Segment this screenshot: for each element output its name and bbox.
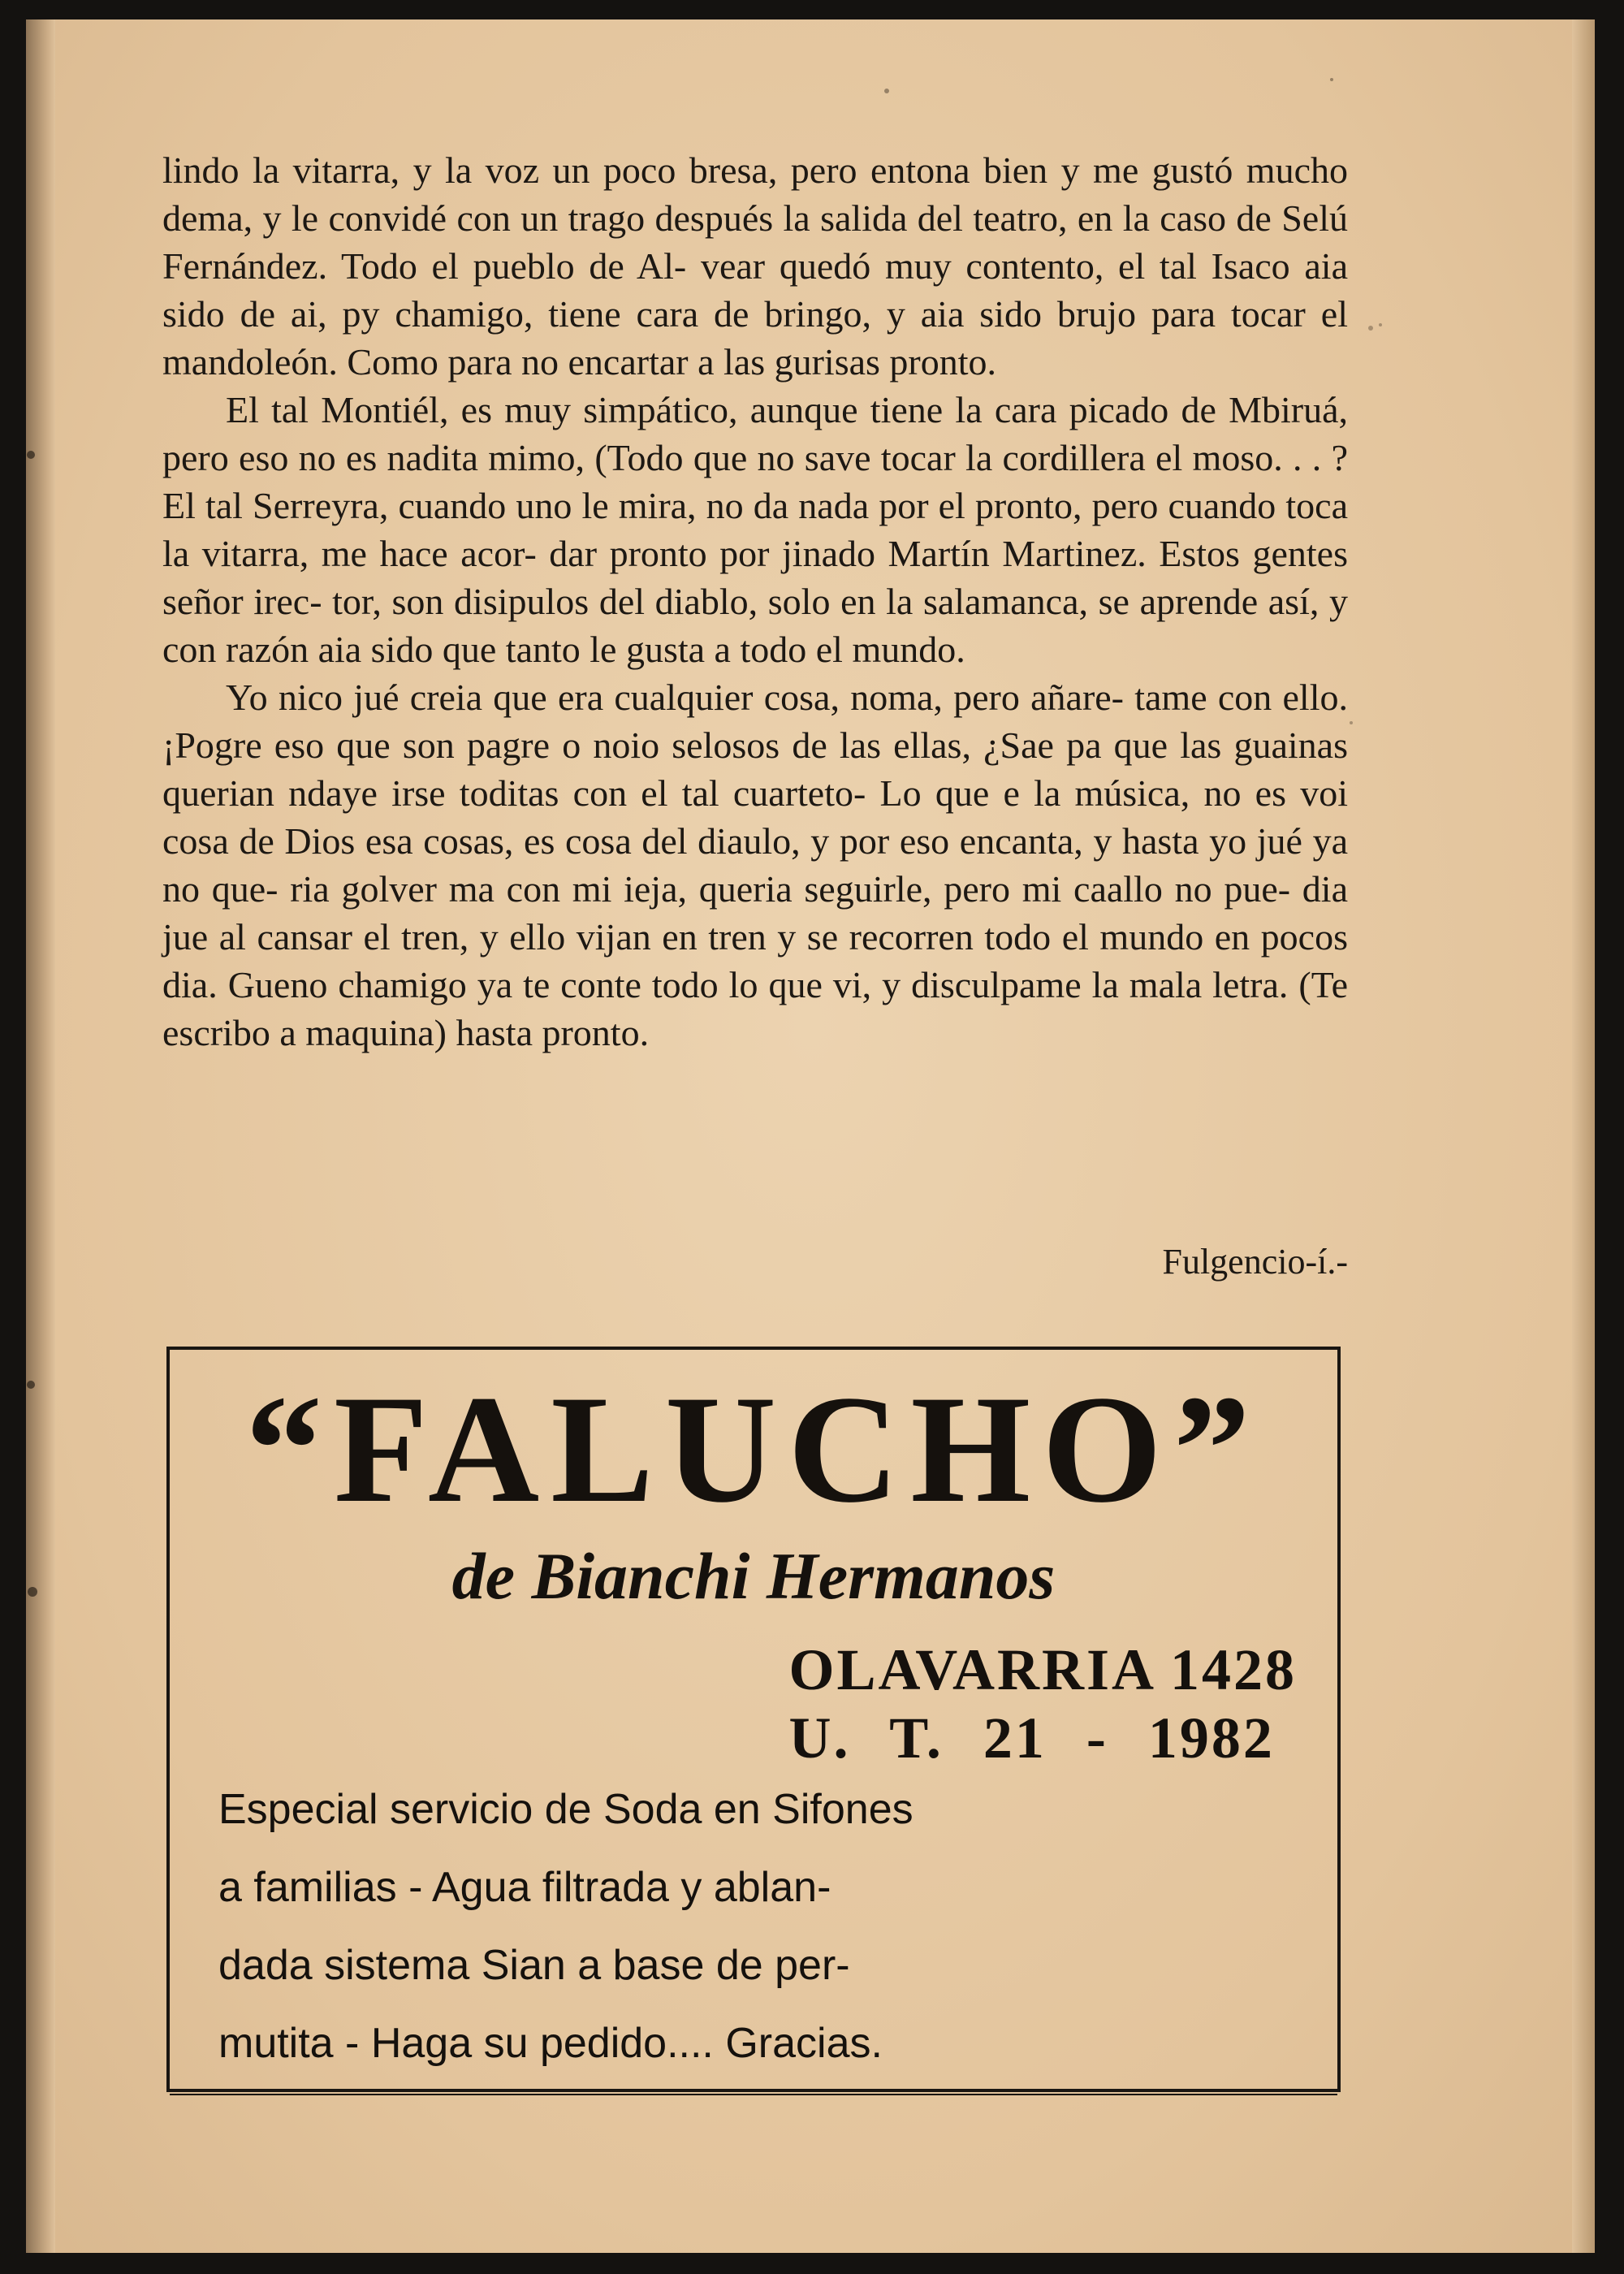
ad-brand-title: “FALUCHO” [245,1364,1262,1535]
ad-service-line-2: a familias - Agua filtrada y ablan- [218,1864,831,1911]
page-binding [26,19,55,2253]
letter-signature: Fulgencio-í.- [1162,1242,1348,1282]
ad-service-line-3: dada sistema Sian a base de per- [218,1942,850,1989]
letter-paragraph-1: lindo la vitarra, y la voz un poco bresa, pero entona bien y me gustó mucho dema, y le convidé con un trago después la salida del teatro, en la caso de Selú Fernández. Todo el pueblo de Al- vear quedó muy contento, el tal Isaco aia sido de ai, py chamigo, tiene cara de bringo, y aia sido brujo para tocar el mandoleón. Como para no encartar a las gurisas pronto. [162,149,1348,383]
ad-street-address: OLAVARRIA 1428 [788,1637,1297,1702]
letter-body [162,146,1348,1057]
letter-paragraph-3: Yo nico jué creia que era cualquier cosa, noma, pero añare- tame con ello. ¡Pogre eso que son pagre o noio selosos de las ellas, ¿Sae pa que las guainas querian ndaye irse toditas con el tal cuarteto- Lo que e la música, no es voi cosa de Dios esa cosas, es cosa del diaulo, y por eso encanta, y hasta yo jué ya no que- ria golver ma con mi ieja, queria seguirle, pero mi caallo no pue- dia jue al cansar el tren, y ello vijan en tren y se recorren todo el mundo en pocos dia. Gueno chamigo ya te conte todo lo que vi, y disculpame la mala letra. (Te escribo a maquina) hasta pronto. [162,677,1348,1053]
page-edge [1572,19,1595,2253]
ad-service-line-4: mutita - Haga su pedido.... Gracias. [218,2020,883,2067]
ad-phone-number: U. T. 21 - 1982 [788,1706,1275,1770]
letter-paragraph-2: El tal Montiél, es muy simpático, aunque tiene la cara picado de Mbiruá, pero eso no es nadita mimo, (Todo que no save tocar la cordillera el moso. . . ? El tal Serreyra, cuando uno le mira, no da nada por el pronto, pero cuando toca la vitarra, me hace acor- dar pronto por jinado Martín Martinez. Estos gentes señor irec- tor, son disipulos del diablo, solo en la salamanca, se aprende así, y con razón aia sido que tanto le gusta a todo el mundo. [162,389,1348,670]
ad-address-block [789,1636,1298,1772]
ad-service-description [218,1770,1063,2082]
falucho-advertisement [166,1347,1341,2092]
ad-owner-name: de Bianchi Hermanos [451,1539,1056,1613]
ad-service-line-1: Especial servicio de Soda en Sifones [218,1786,914,1833]
